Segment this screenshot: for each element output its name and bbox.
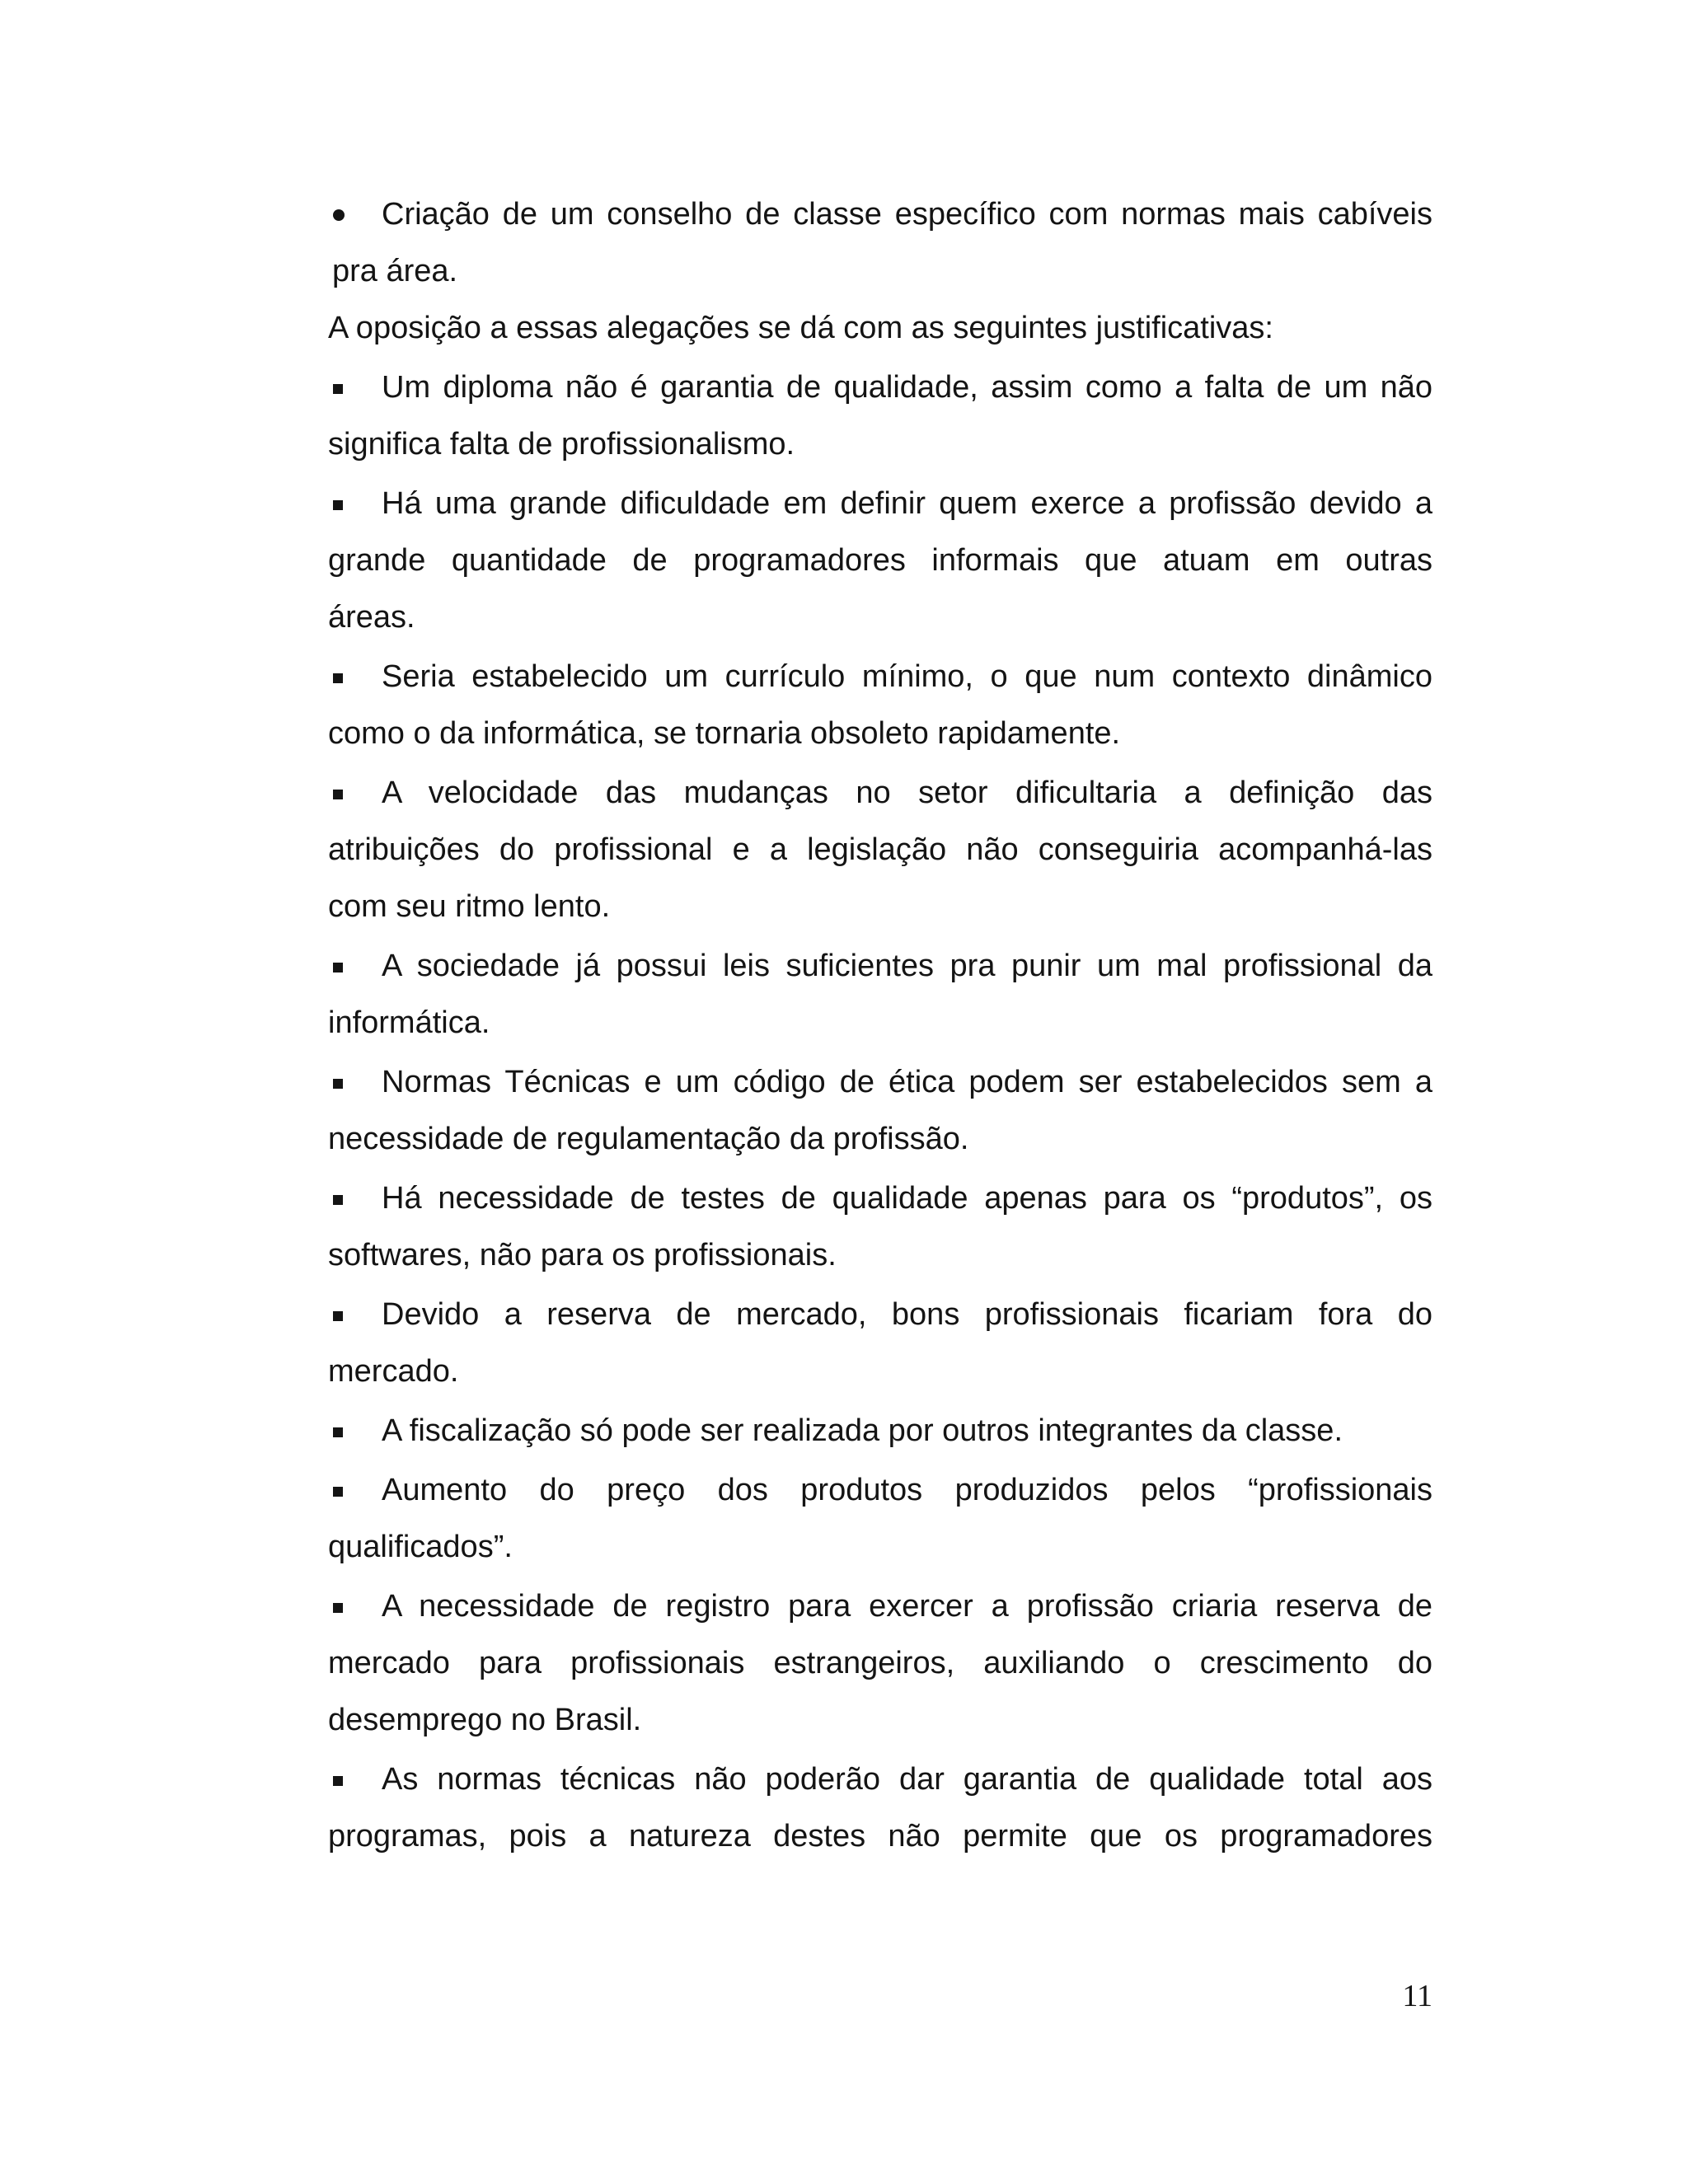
square-bullet-icon [328, 1751, 361, 1808]
continuation-line [328, 1343, 1432, 1400]
line-text: A fiscalização só pode ser realizada por outros integrantes da classe. [382, 1413, 1343, 1448]
continuation-line [328, 532, 1432, 589]
list-item-first-line [328, 359, 1432, 416]
continuation-line [328, 1808, 1432, 1865]
line-text: Um diploma não é garantia de qualidade, assim como a falta de um não [382, 370, 1432, 405]
line-text: informática. [328, 1005, 490, 1040]
line-text: atribuições do profissional e a legislação não conseguiria acompanhá-las [328, 832, 1432, 867]
line-text: Há uma grande dificuldade em definir quem exerce a profissão devido a [382, 486, 1432, 521]
line-text: Seria estabelecido um currículo mínimo, o que num contexto dinâmico [382, 659, 1432, 694]
list-item-first-line [328, 476, 1432, 532]
continuation-line [328, 822, 1432, 879]
list-item-first-line [328, 186, 1432, 243]
continuation-line [328, 1111, 1432, 1168]
line-text: A sociedade já possui leis suficientes pra punir um mal profissional da [382, 949, 1432, 983]
line-text: Criação de um conselho de classe específico com normas mais cabíveis [382, 197, 1432, 232]
square-bullet-icon [328, 1054, 361, 1111]
list-item-first-line [328, 1286, 1432, 1343]
line-text: significa falta de profissionalismo. [328, 427, 795, 462]
square-bullet-icon [328, 476, 361, 532]
square-bullet-icon [328, 765, 361, 822]
line-text: grande quantidade de programadores informais que atuam em outras [328, 543, 1432, 578]
body-text [328, 186, 1432, 1865]
line-text: Há necessidade de testes de qualidade apenas para os “produtos”, os [382, 1181, 1432, 1216]
square-bullet-icon [328, 1286, 361, 1343]
line-text: mercado para profissionais estrangeiros, auxiliando o crescimento do [328, 1646, 1432, 1680]
line-text: Normas Técnicas e um código de ética podem ser estabelecidos sem a [382, 1065, 1432, 1099]
square-bullet-icon [328, 938, 361, 995]
line-text: desemprego no Brasil. [328, 1703, 642, 1737]
line-text: softwares, não para os profissionais. [328, 1238, 837, 1272]
square-bullet-icon [328, 649, 361, 705]
list-item-first-line [328, 1170, 1432, 1227]
list-item-first-line [328, 649, 1432, 705]
page-number: 11 [1402, 1979, 1432, 2013]
line-text: como o da informática, se tornaria obsoleto rapidamente. [328, 716, 1121, 751]
continuation-line [328, 589, 1432, 646]
list-item-first-line [328, 1462, 1432, 1519]
line-text: necessidade de regulamentação da profissão. [328, 1122, 969, 1156]
continuation-line [328, 995, 1432, 1052]
square-bullet-icon [328, 1578, 361, 1635]
round-bullet-icon [328, 186, 361, 243]
continuation-line [328, 1635, 1432, 1692]
line-text: A velocidade das mudanças no setor dificultaria a definição das [382, 776, 1432, 810]
line-text: pra área. [332, 254, 458, 288]
continuation-line [328, 416, 1432, 473]
line-text: Devido a reserva de mercado, bons profissionais ficariam fora do [382, 1297, 1432, 1332]
list-item-first-line [328, 765, 1432, 822]
continuation-line [328, 243, 1432, 300]
continuation-line [328, 1519, 1432, 1576]
line-text: com seu ritmo lento. [328, 889, 611, 924]
square-bullet-icon [328, 1170, 361, 1227]
list-item-first-line [328, 1578, 1432, 1635]
line-text: A necessidade de registro para exercer a profissão criaria reserva de [382, 1589, 1432, 1624]
paragraph-line [328, 300, 1432, 357]
list-item-first-line [328, 1403, 1432, 1460]
square-bullet-icon [328, 1462, 361, 1519]
line-text: mercado. [328, 1354, 459, 1389]
line-text: qualificados”. [328, 1530, 513, 1564]
list-item-first-line [328, 1054, 1432, 1111]
continuation-line [328, 1227, 1432, 1284]
list-item-first-line [328, 938, 1432, 995]
continuation-line [328, 879, 1432, 935]
list-item-first-line [328, 1751, 1432, 1808]
continuation-line [328, 705, 1432, 762]
line-text: A oposição a essas alegações se dá com as seguintes justificativas: [328, 311, 1273, 345]
square-bullet-icon [328, 1403, 361, 1460]
line-text: Aumento do preço dos produtos produzidos pelos “profissionais [382, 1473, 1432, 1507]
square-bullet-icon [328, 359, 361, 416]
line-text: As normas técnicas não poderão dar garantia de qualidade total aos [382, 1762, 1432, 1797]
line-text: áreas. [328, 600, 415, 635]
continuation-line [328, 1692, 1432, 1749]
line-text: programas, pois a natureza destes não permite que os programadores [328, 1819, 1432, 1854]
